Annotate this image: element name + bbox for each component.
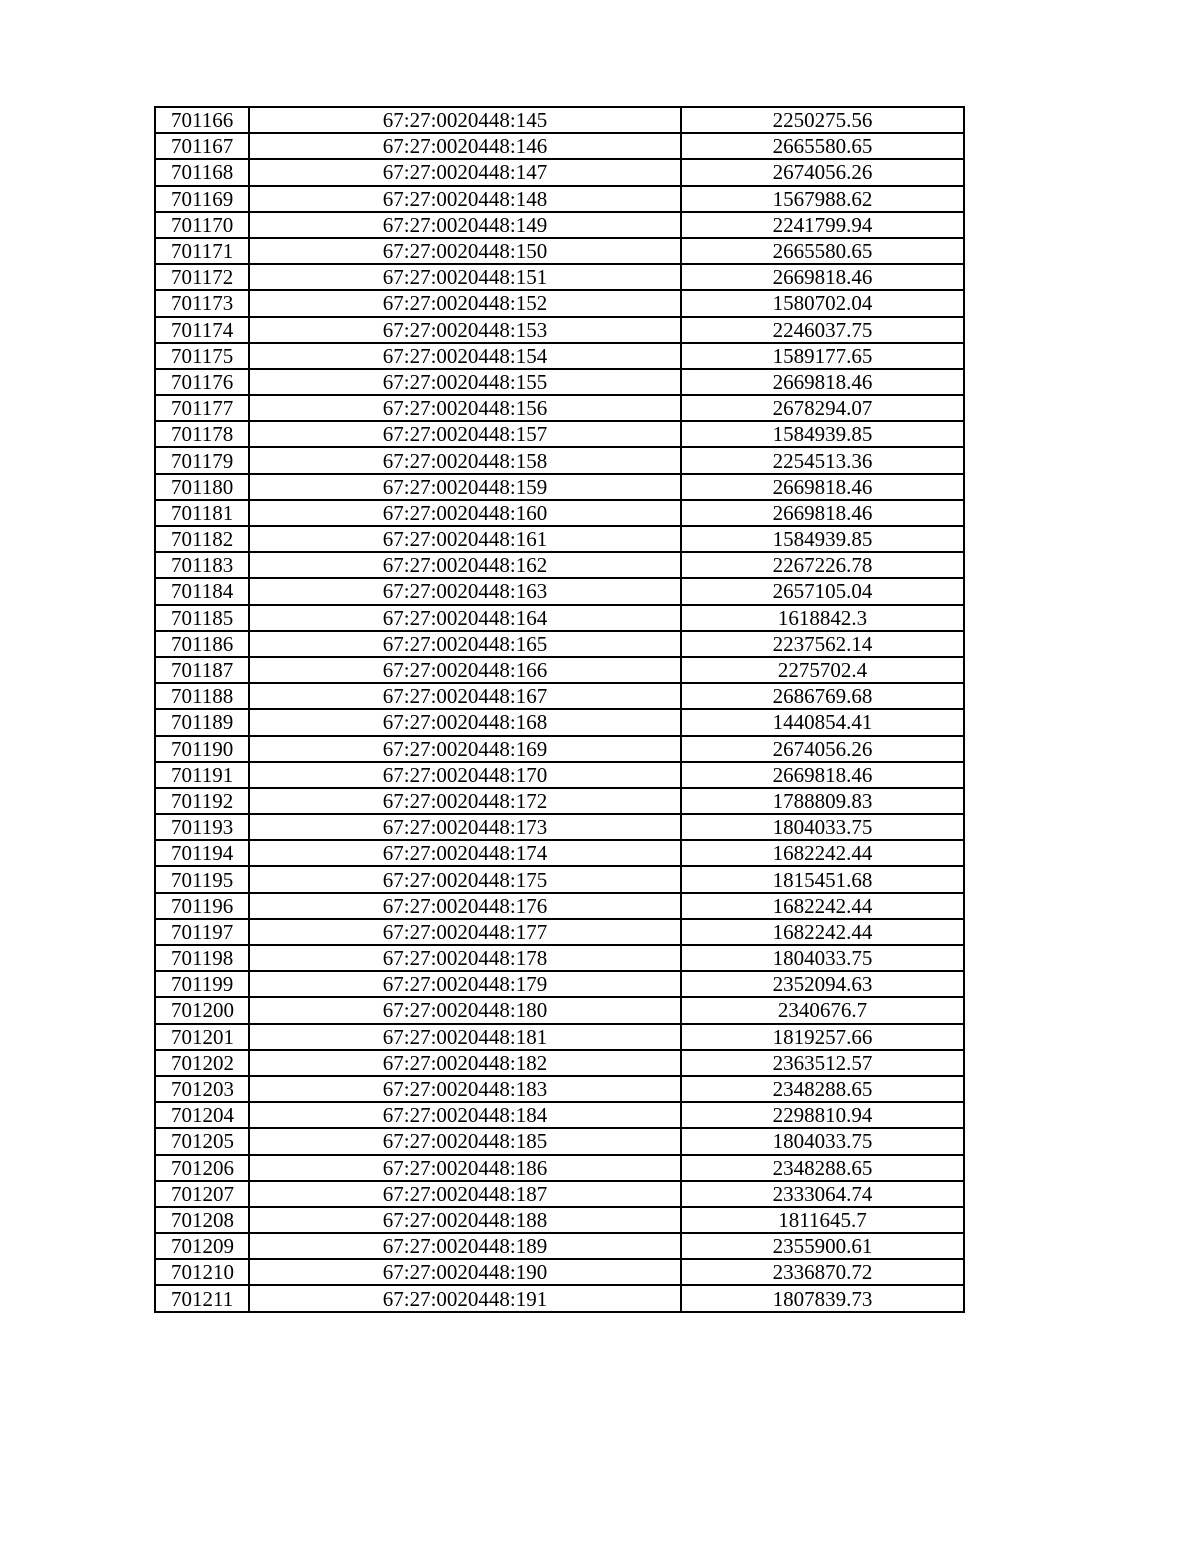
- cadastral-value: 2669818.46: [681, 264, 964, 290]
- row-number: 701206: [155, 1155, 249, 1181]
- table-row: [155, 736, 964, 762]
- table-row: [155, 395, 964, 421]
- table-body: [155, 107, 964, 1312]
- cadastral-number: 67:27:0020448:146: [249, 133, 681, 159]
- cadastral-value: 2669818.46: [681, 474, 964, 500]
- table-row: [155, 788, 964, 814]
- cadastral-number: 67:27:0020448:185: [249, 1128, 681, 1154]
- table-row: [155, 683, 964, 709]
- table-row: [155, 997, 964, 1023]
- row-number: 701204: [155, 1102, 249, 1128]
- row-number: 701169: [155, 186, 249, 212]
- cadastral-number: 67:27:0020448:163: [249, 578, 681, 604]
- cadastral-value: 2669818.46: [681, 762, 964, 788]
- cadastral-value: 2355900.61: [681, 1233, 964, 1259]
- cadastral-number: 67:27:0020448:160: [249, 500, 681, 526]
- cadastral-value: 1682242.44: [681, 893, 964, 919]
- table-row: [155, 290, 964, 316]
- cadastral-value: 1815451.68: [681, 866, 964, 892]
- cadastral-value: 1682242.44: [681, 919, 964, 945]
- table-row: [155, 317, 964, 343]
- table-row: [155, 1207, 964, 1233]
- row-number: 701172: [155, 264, 249, 290]
- cadastral-value: 2246037.75: [681, 317, 964, 343]
- table-row: [155, 500, 964, 526]
- row-number: 701210: [155, 1259, 249, 1285]
- cadastral-value: 1584939.85: [681, 526, 964, 552]
- cadastral-value: 2665580.65: [681, 238, 964, 264]
- cadastral-number: 67:27:0020448:179: [249, 971, 681, 997]
- table-row: [155, 840, 964, 866]
- table-row: [155, 133, 964, 159]
- cadastral-number: 67:27:0020448:175: [249, 866, 681, 892]
- row-number: 701203: [155, 1076, 249, 1102]
- cadastral-number: 67:27:0020448:172: [249, 788, 681, 814]
- row-number: 701168: [155, 159, 249, 185]
- row-number: 701211: [155, 1285, 249, 1311]
- table-row: [155, 1155, 964, 1181]
- cadastral-number: 67:27:0020448:161: [249, 526, 681, 552]
- row-number: 701183: [155, 552, 249, 578]
- table-row: [155, 971, 964, 997]
- table-row: [155, 212, 964, 238]
- cadastral-value: 1682242.44: [681, 840, 964, 866]
- row-number: 701202: [155, 1050, 249, 1076]
- table-row: [155, 1102, 964, 1128]
- row-number: 701182: [155, 526, 249, 552]
- table-row: [155, 238, 964, 264]
- table-row: [155, 369, 964, 395]
- row-number: 701190: [155, 736, 249, 762]
- cadastral-value: 2665580.65: [681, 133, 964, 159]
- table-row: [155, 421, 964, 447]
- row-number: 701173: [155, 290, 249, 316]
- row-number: 701199: [155, 971, 249, 997]
- cadastral-number: 67:27:0020448:177: [249, 919, 681, 945]
- cadastral-value: 2669818.46: [681, 500, 964, 526]
- cadastral-value: 2275702.4: [681, 657, 964, 683]
- row-number: 701184: [155, 578, 249, 604]
- cadastral-number: 67:27:0020448:178: [249, 945, 681, 971]
- row-number: 701196: [155, 893, 249, 919]
- row-number: 701195: [155, 866, 249, 892]
- cadastral-value: 1580702.04: [681, 290, 964, 316]
- row-number: 701186: [155, 631, 249, 657]
- row-number: 701207: [155, 1181, 249, 1207]
- table-row: [155, 1233, 964, 1259]
- cadastral-number: 67:27:0020448:159: [249, 474, 681, 500]
- cadastral-value: 2298810.94: [681, 1102, 964, 1128]
- row-number: 701180: [155, 474, 249, 500]
- cadastral-number: 67:27:0020448:176: [249, 893, 681, 919]
- table-row: [155, 552, 964, 578]
- cadastral-number: 67:27:0020448:149: [249, 212, 681, 238]
- row-number: 701175: [155, 343, 249, 369]
- cadastral-number: 67:27:0020448:182: [249, 1050, 681, 1076]
- cadastral-number: 67:27:0020448:183: [249, 1076, 681, 1102]
- table-row: [155, 709, 964, 735]
- row-number: 701198: [155, 945, 249, 971]
- table-row: [155, 186, 964, 212]
- cadastral-number: 67:27:0020448:188: [249, 1207, 681, 1233]
- row-number: 701171: [155, 238, 249, 264]
- cadastral-number: 67:27:0020448:170: [249, 762, 681, 788]
- cadastral-number: 67:27:0020448:155: [249, 369, 681, 395]
- table-row: [155, 107, 964, 133]
- row-number: 701174: [155, 317, 249, 343]
- table-row: [155, 631, 964, 657]
- table-row: [155, 866, 964, 892]
- row-number: 701181: [155, 500, 249, 526]
- cadastral-number: 67:27:0020448:173: [249, 814, 681, 840]
- cadastral-value: 2241799.94: [681, 212, 964, 238]
- table-row: [155, 159, 964, 185]
- table-row: [155, 762, 964, 788]
- row-number: 701192: [155, 788, 249, 814]
- table-row: [155, 919, 964, 945]
- row-number: 701185: [155, 605, 249, 631]
- cadastral-number: 67:27:0020448:186: [249, 1155, 681, 1181]
- cadastral-number: 67:27:0020448:153: [249, 317, 681, 343]
- cadastral-value: 1440854.41: [681, 709, 964, 735]
- cadastral-number: 67:27:0020448:154: [249, 343, 681, 369]
- cadastral-number: 67:27:0020448:189: [249, 1233, 681, 1259]
- cadastral-value: 2674056.26: [681, 159, 964, 185]
- table-row: [155, 526, 964, 552]
- cadastral-value: 2237562.14: [681, 631, 964, 657]
- cadastral-number: 67:27:0020448:151: [249, 264, 681, 290]
- cadastral-number: 67:27:0020448:166: [249, 657, 681, 683]
- cadastral-value: 1804033.75: [681, 1128, 964, 1154]
- cadastral-value: 1567988.62: [681, 186, 964, 212]
- row-number: 701178: [155, 421, 249, 447]
- cadastral-value: 2352094.63: [681, 971, 964, 997]
- cadastral-number: 67:27:0020448:180: [249, 997, 681, 1023]
- cadastral-value: 2267226.78: [681, 552, 964, 578]
- cadastral-value: 2333064.74: [681, 1181, 964, 1207]
- cadastral-number: 67:27:0020448:190: [249, 1259, 681, 1285]
- row-number: 701201: [155, 1024, 249, 1050]
- table-row: [155, 1128, 964, 1154]
- cadastral-number: 67:27:0020448:165: [249, 631, 681, 657]
- cadastral-value: 2254513.36: [681, 447, 964, 473]
- cadastral-value: 2348288.65: [681, 1155, 964, 1181]
- cadastral-value: 1804033.75: [681, 814, 964, 840]
- row-number: 701205: [155, 1128, 249, 1154]
- cadastral-value: 2348288.65: [681, 1076, 964, 1102]
- row-number: 701187: [155, 657, 249, 683]
- cadastral-number: 67:27:0020448:174: [249, 840, 681, 866]
- row-number: 701197: [155, 919, 249, 945]
- table-row: [155, 1259, 964, 1285]
- table-row: [155, 1285, 964, 1311]
- table-row: [155, 814, 964, 840]
- cadastral-number: 67:27:0020448:147: [249, 159, 681, 185]
- cadastral-number: 67:27:0020448:150: [249, 238, 681, 264]
- row-number: 701188: [155, 683, 249, 709]
- table-row: [155, 945, 964, 971]
- table-row: [155, 1024, 964, 1050]
- cadastral-value: 1819257.66: [681, 1024, 964, 1050]
- cadastral-number: 67:27:0020448:145: [249, 107, 681, 133]
- cadastral-value: 2250275.56: [681, 107, 964, 133]
- table-row: [155, 474, 964, 500]
- row-number: 701189: [155, 709, 249, 735]
- table-row: [155, 1181, 964, 1207]
- row-number: 701167: [155, 133, 249, 159]
- table-row: [155, 578, 964, 604]
- table-row: [155, 343, 964, 369]
- cadastral-value: 1788809.83: [681, 788, 964, 814]
- cadastral-value: 1584939.85: [681, 421, 964, 447]
- row-number: 701176: [155, 369, 249, 395]
- cadastral-value-table: [154, 106, 965, 1313]
- cadastral-value: 1811645.7: [681, 1207, 964, 1233]
- row-number: 701194: [155, 840, 249, 866]
- cadastral-number: 67:27:0020448:184: [249, 1102, 681, 1128]
- row-number: 701191: [155, 762, 249, 788]
- table-row: [155, 893, 964, 919]
- cadastral-value: 2674056.26: [681, 736, 964, 762]
- cadastral-number: 67:27:0020448:181: [249, 1024, 681, 1050]
- cadastral-number: 67:27:0020448:164: [249, 605, 681, 631]
- cadastral-number: 67:27:0020448:156: [249, 395, 681, 421]
- table-row: [155, 605, 964, 631]
- cadastral-number: 67:27:0020448:187: [249, 1181, 681, 1207]
- cadastral-value: 1807839.73: [681, 1285, 964, 1311]
- row-number: 701193: [155, 814, 249, 840]
- cadastral-number: 67:27:0020448:148: [249, 186, 681, 212]
- table-row: [155, 1050, 964, 1076]
- cadastral-number: 67:27:0020448:158: [249, 447, 681, 473]
- cadastral-value: 1804033.75: [681, 945, 964, 971]
- table-row: [155, 447, 964, 473]
- cadastral-value: 1589177.65: [681, 343, 964, 369]
- cadastral-value: 2336870.72: [681, 1259, 964, 1285]
- row-number: 701208: [155, 1207, 249, 1233]
- table-row: [155, 1076, 964, 1102]
- cadastral-number: 67:27:0020448:191: [249, 1285, 681, 1311]
- row-number: 701177: [155, 395, 249, 421]
- cadastral-number: 67:27:0020448:168: [249, 709, 681, 735]
- row-number: 701166: [155, 107, 249, 133]
- row-number: 701209: [155, 1233, 249, 1259]
- table-row: [155, 264, 964, 290]
- cadastral-value: 2340676.7: [681, 997, 964, 1023]
- cadastral-number: 67:27:0020448:169: [249, 736, 681, 762]
- table-row: [155, 657, 964, 683]
- cadastral-value: 1618842.3: [681, 605, 964, 631]
- cadastral-number: 67:27:0020448:157: [249, 421, 681, 447]
- cadastral-value: 2669818.46: [681, 369, 964, 395]
- cadastral-value: 2657105.04: [681, 578, 964, 604]
- row-number: 701200: [155, 997, 249, 1023]
- cadastral-number: 67:27:0020448:162: [249, 552, 681, 578]
- row-number: 701170: [155, 212, 249, 238]
- cadastral-number: 67:27:0020448:152: [249, 290, 681, 316]
- cadastral-number: 67:27:0020448:167: [249, 683, 681, 709]
- cadastral-value: 2678294.07: [681, 395, 964, 421]
- cadastral-value: 2363512.57: [681, 1050, 964, 1076]
- cadastral-value: 2686769.68: [681, 683, 964, 709]
- row-number: 701179: [155, 447, 249, 473]
